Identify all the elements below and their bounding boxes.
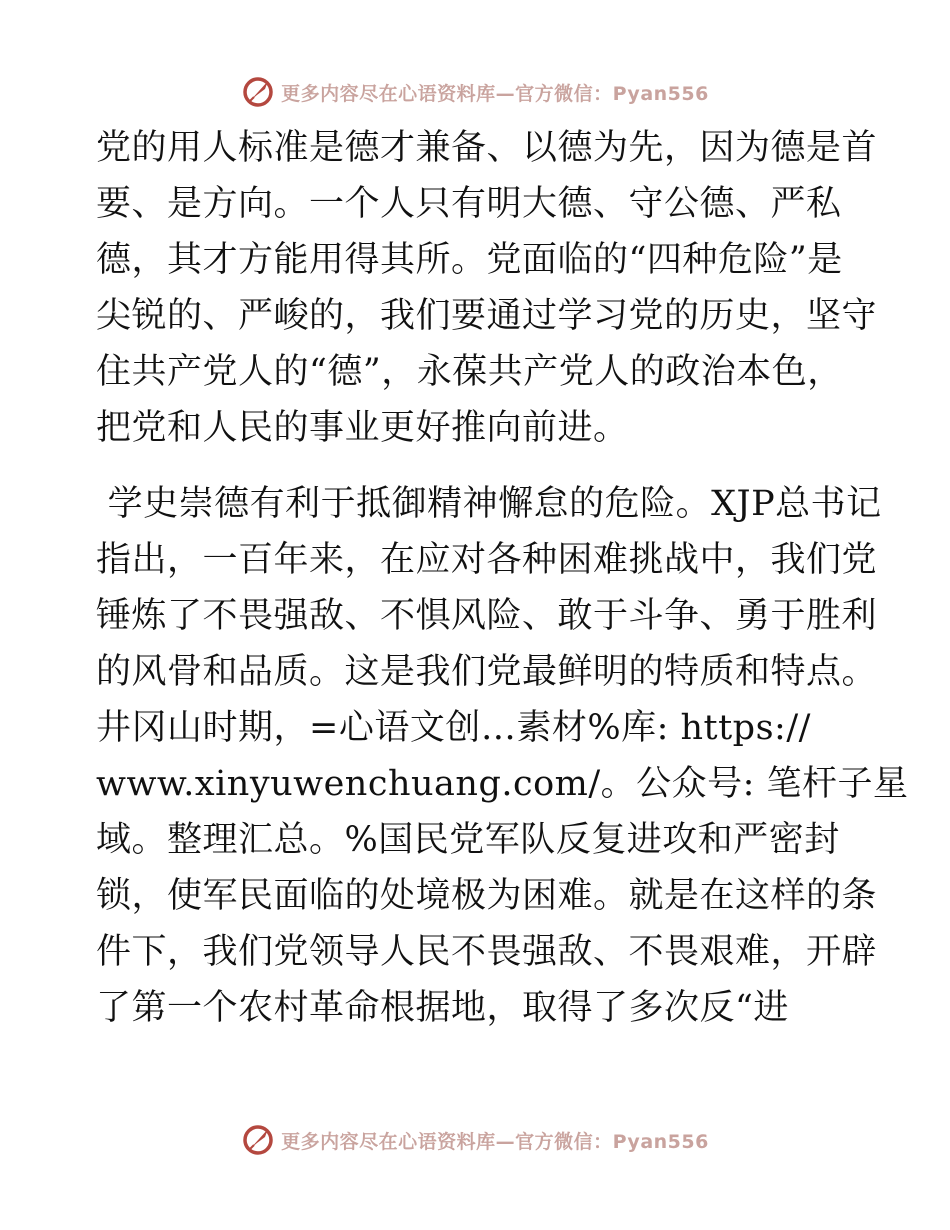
document-body [96,120,909,1036]
text-line: 件下，我们党领导人民不畏强敌、不畏艰难，开辟 [96,932,878,972]
paragraph-2 [96,476,909,1036]
text-line: www.xinyuwenchuang.com/。公众号: 笔杆子星 [96,764,909,804]
text-line: 锁，使军民面临的处境极为困难。就是在这样的条 [96,876,878,916]
text-line: 域。整理汇总。%国民党军队反复进攻和严密封 [96,820,840,860]
header-banner-inner [241,75,709,109]
text-line: 住共产党人的“德”，永葆共产党人的政治本色， [96,352,843,392]
footer-banner-inner [241,1123,709,1157]
quill-pen-circle-icon [241,1123,275,1157]
text-line: 锤炼了不畏强敌、不惧风险、敢于斗争、勇于胜利 [96,596,878,636]
text-line: 要、是方向。一个人只有明大德、守公德、严私 [96,184,842,224]
banner-text: 更多内容尽在心语资料库—官方微信：Pyan556 [281,82,709,105]
paragraph-spacer [96,456,856,476]
text-line: 德，其才方能用得其所。党面临的“四种危险”是 [96,240,843,280]
header-banner [0,72,950,112]
text-line: 学史崇德有利于抵御精神懈怠的危险。XJP总书记 [96,484,882,524]
paragraph-1 [96,120,878,456]
text-line: 把党和人民的事业更好推向前进。 [96,408,629,448]
banner-text: 更多内容尽在心语资料库—官方微信：Pyan556 [281,1130,709,1153]
quill-pen-circle-icon [241,75,275,109]
footer-banner [0,1120,950,1160]
text-line: 了第一个农村革命根据地，取得了多次反“进 [96,988,789,1028]
text-line: 党的用人标准是德才兼备、以德为先，因为德是首 [96,128,878,168]
text-line: 尖锐的、严峻的，我们要通过学习党的历史，坚守 [96,296,878,336]
text-line: 的风骨和品质。这是我们党最鲜明的特质和特点。 [96,652,878,692]
text-line: 指出，一百年来，在应对各种困难挑战中，我们党 [96,540,878,580]
text-line: 井冈山时期，=心语文创…素材%库: https:// [96,708,811,748]
